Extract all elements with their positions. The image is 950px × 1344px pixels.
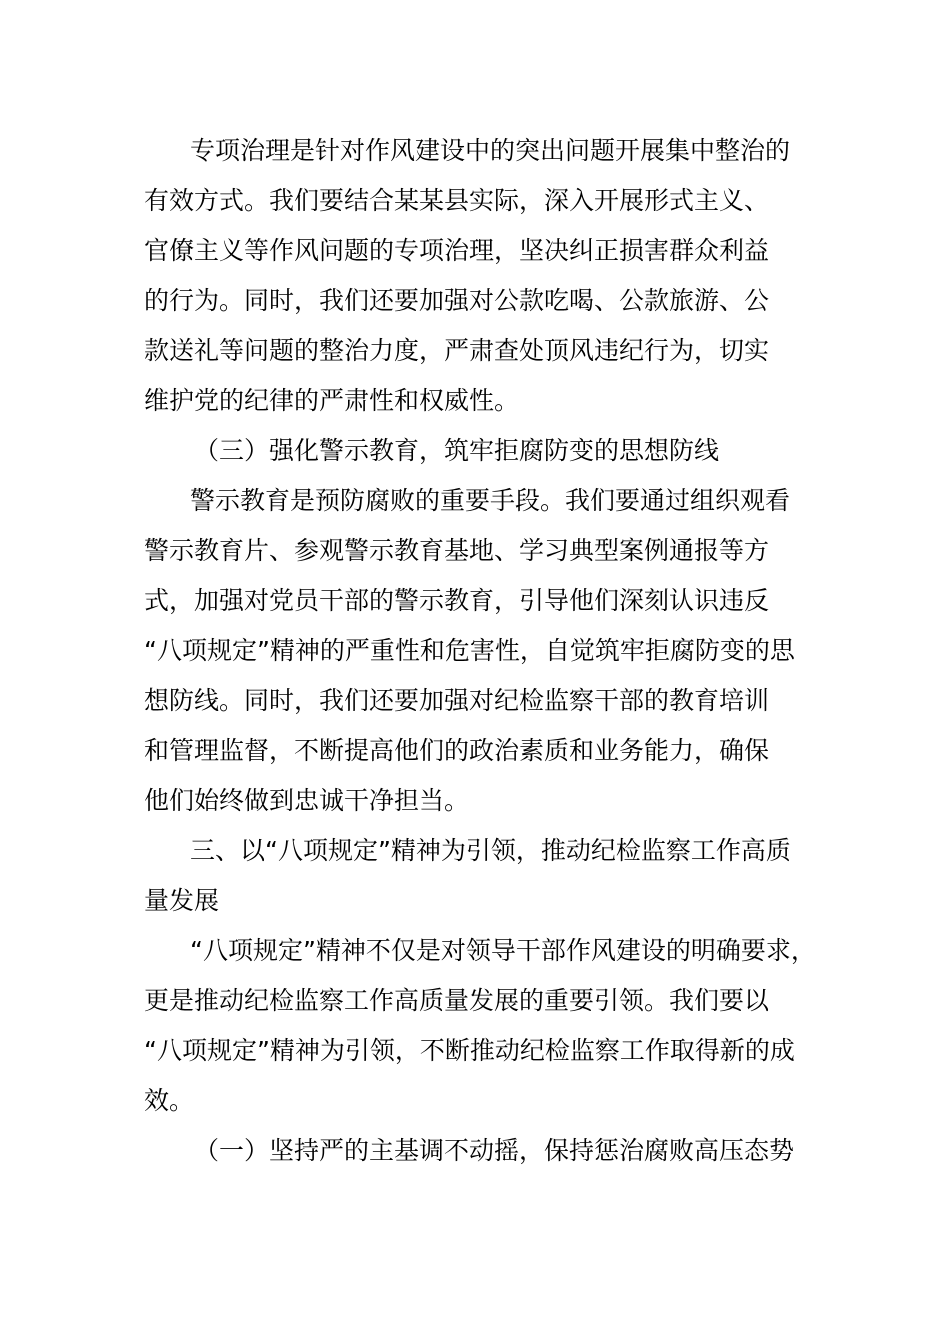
- paragraph-line: 更是推动纪检监察工作高质量发展的重要引领。我们要以: [144, 986, 770, 1015]
- subsection-heading: （一）坚持严的主基调不动摇，保持惩治腐败高压态势: [194, 1136, 795, 1165]
- paragraph-line: “八项规定”精神的严重性和危害性，自觉筑牢拒腐防变的思: [144, 636, 795, 665]
- paragraph-line: 警示教育是预防腐败的重要手段。我们要通过组织观看: [190, 486, 791, 515]
- paragraph-line: 式，加强对党员干部的警示教育，引导他们深刻认识违反: [144, 586, 770, 615]
- paragraph-line: 和管理监督，不断提高他们的政治素质和业务能力，确保: [144, 736, 770, 765]
- paragraph-line: 款送礼等问题的整治力度，严肃查处顶风违纪行为，切实: [144, 336, 770, 365]
- paragraph-line: “八项规定”精神不仅是对领导干部作风建设的明确要求，: [190, 936, 816, 965]
- paragraph-line: 他们始终做到忠诚干净担当。: [144, 786, 470, 815]
- section-heading: 量发展: [144, 886, 220, 915]
- paragraph-line: 警示教育片、参观警示教育基地、学习典型案例通报等方: [144, 536, 770, 565]
- paragraph-line: “八项规定”精神为引领，不断推动纪检监察工作取得新的成: [144, 1036, 795, 1065]
- paragraph-line: 的行为。同时，我们还要加强对公款吃喝、公款旅游、公: [144, 286, 770, 315]
- paragraph-line: 有效方式。我们要结合某某县实际，深入开展形式主义、: [144, 186, 770, 215]
- subsection-heading: （三）强化警示教育，筑牢拒腐防变的思想防线: [194, 436, 720, 465]
- section-heading: 三、以“八项规定”精神为引领，推动纪检监察工作高质: [190, 836, 791, 865]
- paragraph-line: 官僚主义等作风问题的专项治理，坚决纠正损害群众利益: [144, 236, 770, 265]
- document-body: [144, 126, 824, 1176]
- paragraph-line: 效。: [144, 1086, 195, 1115]
- paragraph-line: 想防线。同时，我们还要加强对纪检监察干部的教育培训: [144, 686, 770, 715]
- paragraph-line: 专项治理是针对作风建设中的突出问题开展集中整治的: [190, 136, 791, 165]
- paragraph-line: 维护党的纪律的严肃性和权威性。: [144, 386, 520, 415]
